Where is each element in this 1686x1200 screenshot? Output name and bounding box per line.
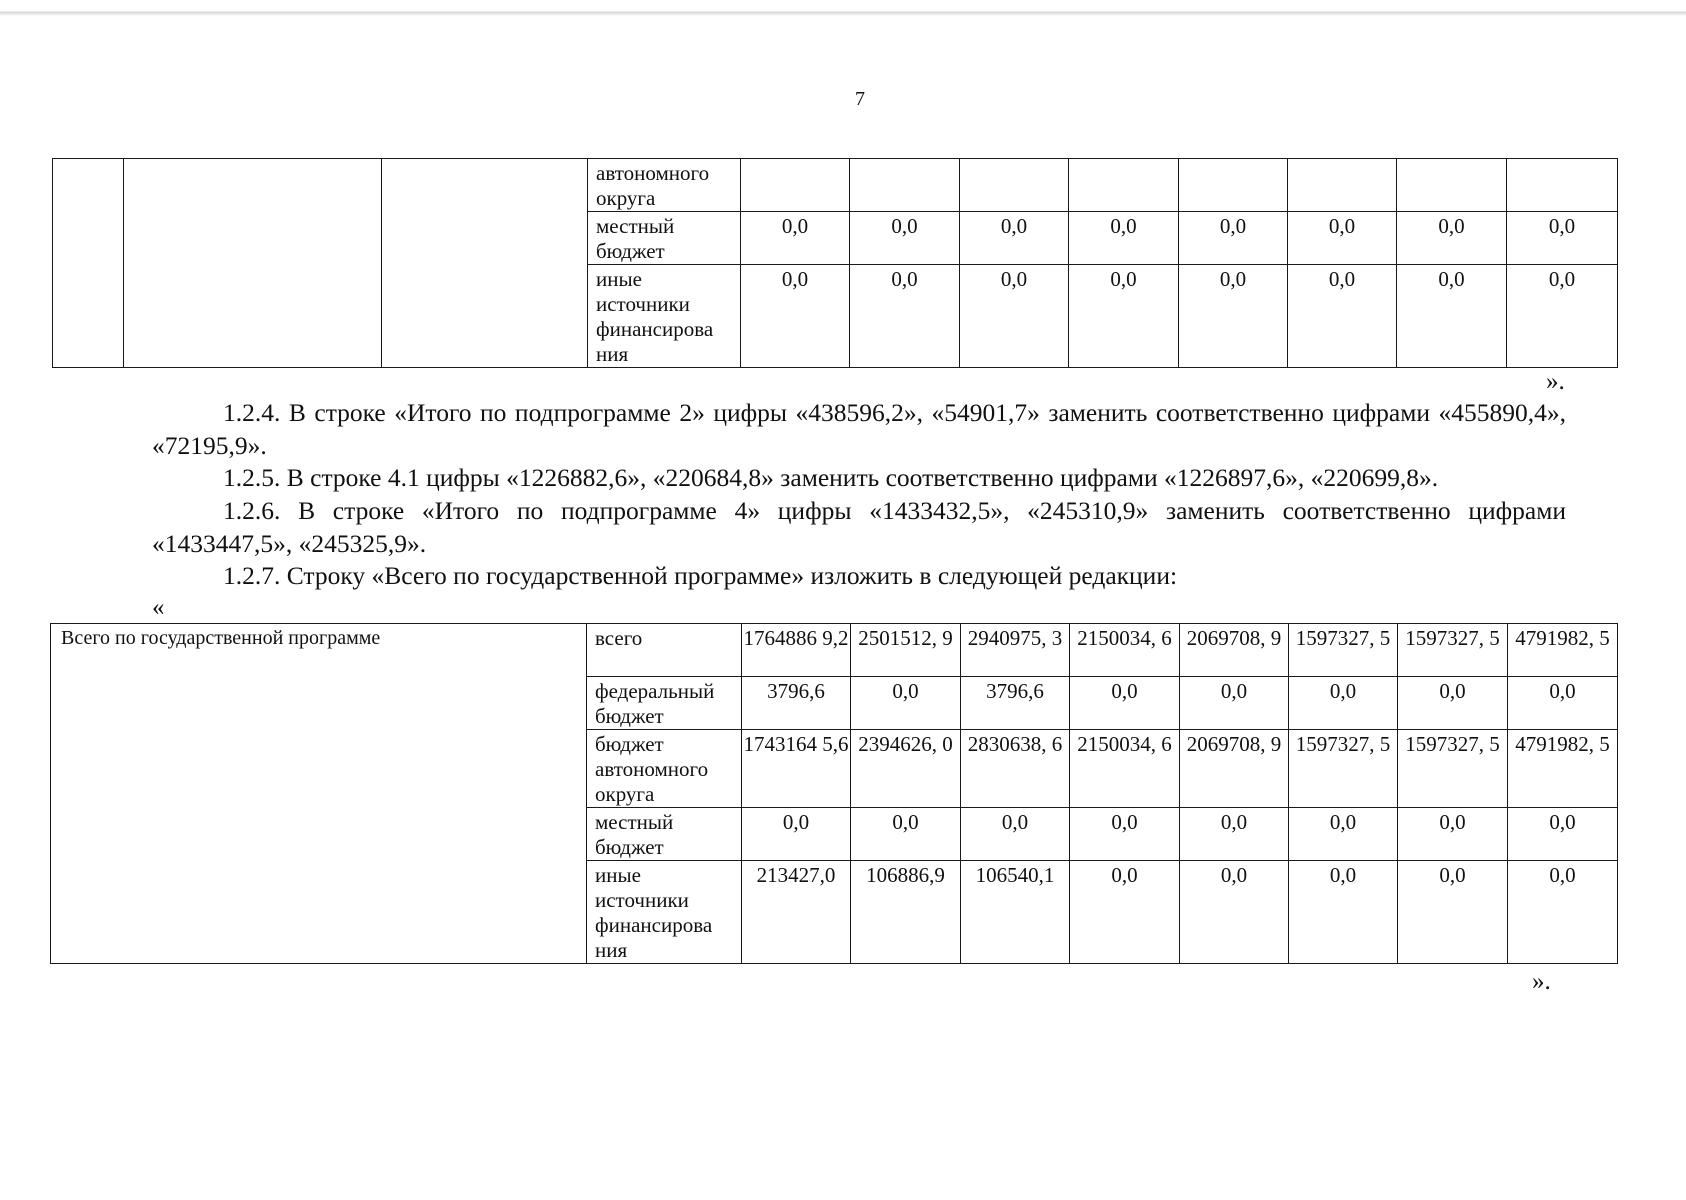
source-label: бюджет автономного округа (587, 730, 742, 808)
value-cell: 0,0 (1397, 212, 1507, 265)
value-cell: 0,0 (850, 265, 960, 368)
value-cell (1069, 159, 1179, 212)
value-cell (850, 159, 960, 212)
value-cell: 2069708, 9 (1180, 624, 1289, 677)
program-name: Всего по государственной программе (51, 624, 587, 964)
source-label: автономного округа (588, 159, 741, 212)
value-cell: 3796,6 (961, 677, 1070, 730)
source-label: всего (587, 624, 742, 677)
source-label: федеральный бюджет (587, 677, 742, 730)
value-cell: 0,0 (1398, 677, 1508, 730)
value-cell: 1743164 5,6 (742, 730, 851, 808)
value-cell (1397, 159, 1507, 212)
value-cell: 0,0 (742, 808, 851, 861)
value-cell: 0,0 (1180, 861, 1289, 964)
value-cell: 0,0 (1507, 265, 1618, 368)
value-cell: 0,0 (1289, 677, 1398, 730)
value-cell: 4791982, 5 (1508, 730, 1618, 808)
value-cell: 0,0 (1507, 212, 1618, 265)
value-cell: 3796,6 (742, 677, 851, 730)
value-cell: 0,0 (1398, 861, 1508, 964)
paragraph-1-2-4: 1.2.4. В строке «Итого по подпрограмме 2» цифры «438596,2», «54901,7» заменить соответственно цифрами «455890,4», «72195,9». (152, 398, 1566, 460)
value-cell: 0,0 (1070, 677, 1180, 730)
value-cell: 0,0 (960, 212, 1069, 265)
value-cell: 1597327, 5 (1289, 624, 1398, 677)
value-cell: 0,0 (1289, 808, 1398, 861)
value-cell: 2501512, 9 (851, 624, 961, 677)
table-row (53, 159, 1618, 212)
value-cell: 0,0 (1180, 808, 1289, 861)
value-cell: 1764886 9,2 (742, 624, 851, 677)
value-cell: 0,0 (1508, 677, 1618, 730)
value-cell: 0,0 (1179, 212, 1288, 265)
value-cell: 213427,0 (742, 861, 851, 964)
value-cell: 0,0 (1179, 265, 1288, 368)
value-cell: 106886,9 (851, 861, 961, 964)
scan-edge (0, 0, 1686, 16)
value-cell: 0,0 (1069, 265, 1179, 368)
paragraph-1-2-5: 1.2.5. В строке 4.1 цифры «1226882,6», «220684,8» заменить соответственно цифрами «1226897,6», «220699,8». (223, 463, 1439, 492)
value-cell: 0,0 (960, 265, 1069, 368)
value-cell: 0,0 (1397, 265, 1507, 368)
closing-quote: ». (1532, 968, 1551, 995)
source-label: иные источники финансирова ния (587, 861, 742, 964)
value-cell: 1597327, 5 (1398, 624, 1508, 677)
total-program-table (50, 623, 1618, 964)
value-cell: 0,0 (1398, 808, 1508, 861)
closing-quote: ». (1546, 368, 1565, 395)
value-cell: 106540,1 (961, 861, 1070, 964)
value-cell: 0,0 (1070, 808, 1180, 861)
value-cell: 0,0 (741, 212, 850, 265)
value-cell: 0,0 (741, 265, 850, 368)
top-table (52, 158, 1618, 368)
value-cell (741, 159, 850, 212)
value-cell: 4791982, 5 (1508, 624, 1618, 677)
value-cell: 1597327, 5 (1289, 730, 1398, 808)
value-cell: 2150034, 6 (1070, 624, 1180, 677)
value-cell: 0,0 (851, 808, 961, 861)
source-label: местный бюджет (588, 212, 741, 265)
value-cell (960, 159, 1069, 212)
value-cell: 0,0 (851, 677, 961, 730)
table-row (51, 624, 1618, 677)
value-cell: 0,0 (1289, 861, 1398, 964)
paragraph-1-2-7: 1.2.7. Строку «Всего по государственной программе» изложить в следующей редакции: (223, 561, 1178, 590)
value-cell: 0,0 (1288, 265, 1397, 368)
value-cell: 2394626, 0 (851, 730, 961, 808)
activity-cell (124, 159, 382, 368)
value-cell: 0,0 (1070, 861, 1180, 964)
value-cell (1507, 159, 1618, 212)
source-label: местный бюджет (587, 808, 742, 861)
value-cell: 0,0 (961, 808, 1070, 861)
value-cell (1179, 159, 1288, 212)
value-cell (1288, 159, 1397, 212)
number-cell (53, 159, 124, 368)
value-cell: 2069708, 9 (1180, 730, 1289, 808)
executor-cell (382, 159, 588, 368)
opening-quote: « (152, 594, 165, 621)
value-cell: 2150034, 6 (1070, 730, 1180, 808)
page-number: 7 (855, 88, 865, 110)
paragraph-1-2-6: 1.2.6. В строке «Итого по подпрограмме 4» цифры «1433432,5», «245310,9» заменить соответственно цифрами «1433447,5», «245325,9». (152, 496, 1566, 558)
value-cell: 2940975, 3 (961, 624, 1070, 677)
value-cell: 0,0 (1180, 677, 1289, 730)
value-cell: 0,0 (1508, 808, 1618, 861)
value-cell: 0,0 (1288, 212, 1397, 265)
value-cell: 0,0 (1508, 861, 1618, 964)
value-cell: 0,0 (1069, 212, 1179, 265)
value-cell: 0,0 (850, 212, 960, 265)
value-cell: 1597327, 5 (1398, 730, 1508, 808)
value-cell: 2830638, 6 (961, 730, 1070, 808)
source-label: иные источники финансирова ния (588, 265, 741, 368)
